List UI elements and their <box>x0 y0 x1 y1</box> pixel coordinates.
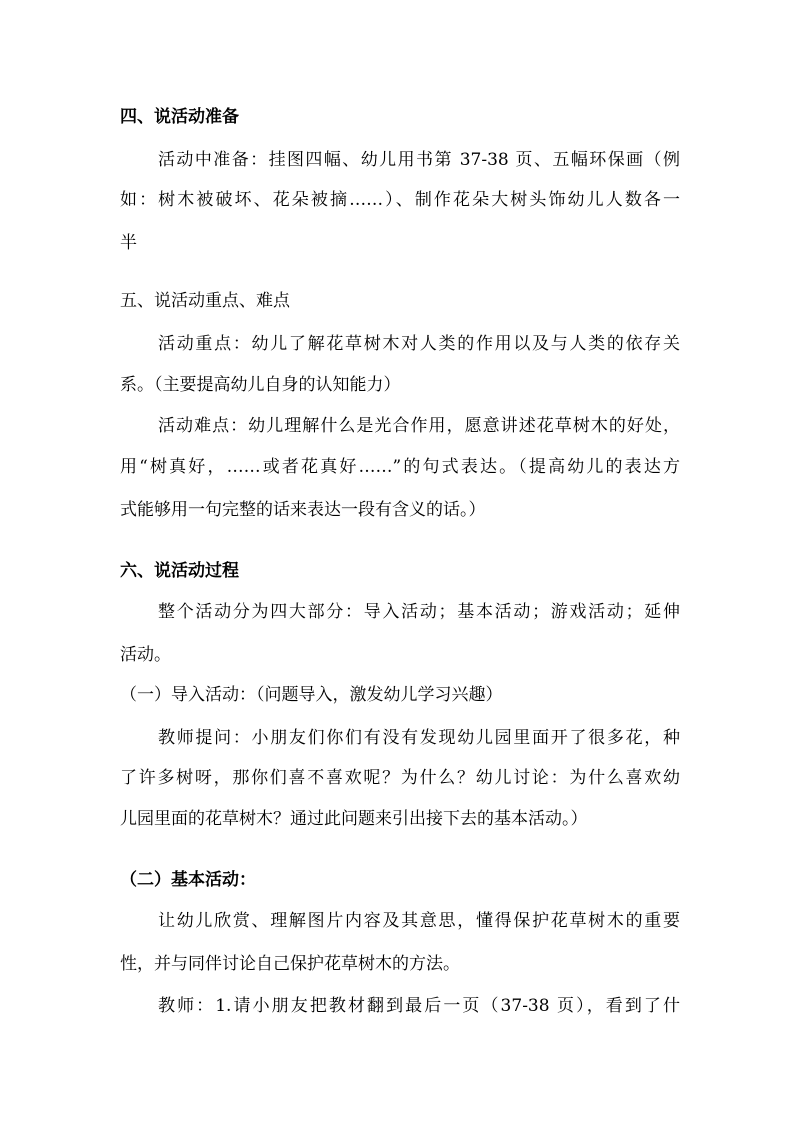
paragraph-line: 活动中准备：挂图四幅、幼儿用书第 37-38 页、五幅环保画（例 <box>158 150 680 170</box>
paragraph-line: 半 <box>120 233 137 253</box>
paragraph-line: 活动难点：幼儿理解什么是光合作用，愿意讲述花草树木的好处， <box>158 416 680 436</box>
section-heading-4: 四、说活动准备 <box>120 107 239 127</box>
paragraph-line: 如：树木被破坏、花朵被摘……）、制作花朵大树头饰幼儿人数各一 <box>120 190 680 210</box>
paragraph-line: 教师：1.请小朋友把教材翻到最后一页（37-38 页），看到了什 <box>158 996 680 1016</box>
paragraph-line: 整个活动分为四大部分：导入活动；基本活动；游戏活动；延伸 <box>158 602 680 622</box>
paragraph-line: 教师提问：小朋友们你们有没有发现幼儿园里面开了很多花，种 <box>158 728 680 748</box>
subsection-heading-2: （二）基本活动： <box>120 870 256 890</box>
paragraph-line: 系。（主要提高幼儿自身的认知能力） <box>120 375 401 395</box>
paragraph-line: 用“树真好，……或者花真好……”的句式表达。（提高幼儿的表达方 <box>120 457 680 477</box>
section-heading-5: 五、说活动重点、难点 <box>120 291 290 311</box>
paragraph-line: 儿园里面的花草树木？通过此问题来引出接下去的基本活动。） <box>120 809 588 829</box>
paragraph-line: 活动重点：幼儿了解花草树木对人类的作用以及与人类的依存关 <box>158 334 680 354</box>
paragraph-line: 让幼儿欣赏、理解图片内容及其意思，懂得保护花草树木的重要 <box>158 911 680 931</box>
paragraph-line: 了许多树呀，那你们喜不喜欢呢？为什么？幼儿讨论：为什么喜欢幼 <box>120 768 680 788</box>
paragraph-line: 式能够用一句完整的话来表达一段有含义的话。） <box>120 500 486 520</box>
subsection-heading-1: （一）导入活动：（问题导入，激发幼儿学习兴趣） <box>120 685 503 705</box>
paragraph-line: 性，并与同伴讨论自己保护花草树木的方法。 <box>120 954 460 974</box>
section-heading-6: 六、说活动过程 <box>120 561 239 581</box>
paragraph-line: 活动。 <box>120 645 171 665</box>
